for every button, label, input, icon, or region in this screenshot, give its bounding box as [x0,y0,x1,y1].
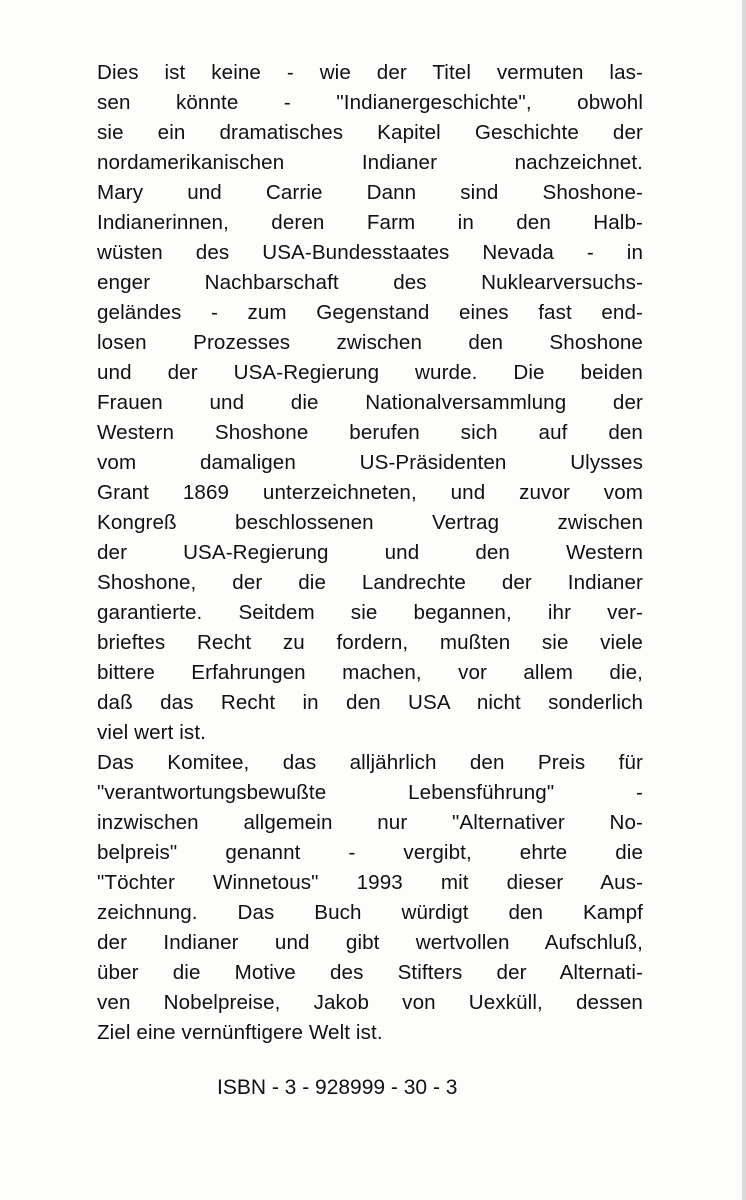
blurb-text [97,58,643,1048]
text-line: Frauen und die Nationalversammlung der [97,391,643,414]
text-line: der Indianer und gibt wertvollen Aufschluß, [97,931,643,954]
text-line: und der USA-Regierung wurde. Die beiden [97,361,643,384]
text-line: geländes - zum Gegenstand eines fast end- [97,301,643,324]
text-line: wüsten des USA-Bundesstaates Nevada - in [97,241,643,264]
text-line: enger Nachbarschaft des Nuklearversuchs- [97,271,643,294]
text-line: vom damaligen US-Präsidenten Ulysses [97,451,643,474]
text-line: inzwischen allgemein nur "Alternativer No- [97,811,643,834]
paragraph-1 [97,58,643,748]
text-line: nordamerikanischen Indianer nachzeichnet. [97,151,643,174]
text-line: Western Shoshone berufen sich auf den [97,421,643,444]
text-line: Das Komitee, das alljährlich den Preis für [97,751,643,774]
text-line: ven Nobelpreise, Jakob von Uexküll, dessen [97,991,643,1014]
text-line: Ziel eine vernünftigere Welt ist. [97,1021,383,1044]
text-line: losen Prozesses zwischen den Shoshone [97,331,643,354]
text-line: zeichnung. Das Buch würdigt den Kampf [97,901,643,924]
text-line: daß das Recht in den USA nicht sonderlich [97,691,643,714]
text-line: sie ein dramatisches Kapitel Geschichte der [97,121,643,144]
text-line: "verantwortungsbewußte Lebensführung" - [97,781,643,804]
text-line: über die Motive des Stifters der Alternati- [97,961,643,984]
text-line: Grant 1869 unterzeichneten, und zuvor vom [97,481,643,504]
paragraph-2 [97,748,643,1048]
text-line: belpreis" genannt - vergibt, ehrte die [97,841,643,864]
text-line: "Töchter Winnetous" 1993 mit dieser Aus- [97,871,643,894]
text-line: viel wert ist. [97,721,206,744]
text-line: Shoshone, der die Landrechte der Indianer [97,571,643,594]
text-line: bittere Erfahrungen machen, vor allem die, [97,661,643,684]
isbn-number: ISBN - 3 - 928999 - 30 - 3 [217,1076,458,1099]
text-line: Kongreß beschlossenen Vertrag zwischen [97,511,643,534]
text-line: garantierte. Seitdem sie begannen, ihr ver- [97,601,643,624]
text-line: brieftes Recht zu fordern, mußten sie viele [97,631,643,654]
text-line: Mary und Carrie Dann sind Shoshone- [97,181,643,204]
text-line: sen könnte - "Indianergeschichte", obwohl [97,91,643,114]
text-line: der USA-Regierung und den Western [97,541,643,564]
text-line: Indianerinnen, deren Farm in den Halb- [97,211,643,234]
text-line: Dies ist keine - wie der Titel vermuten las- [97,61,643,84]
